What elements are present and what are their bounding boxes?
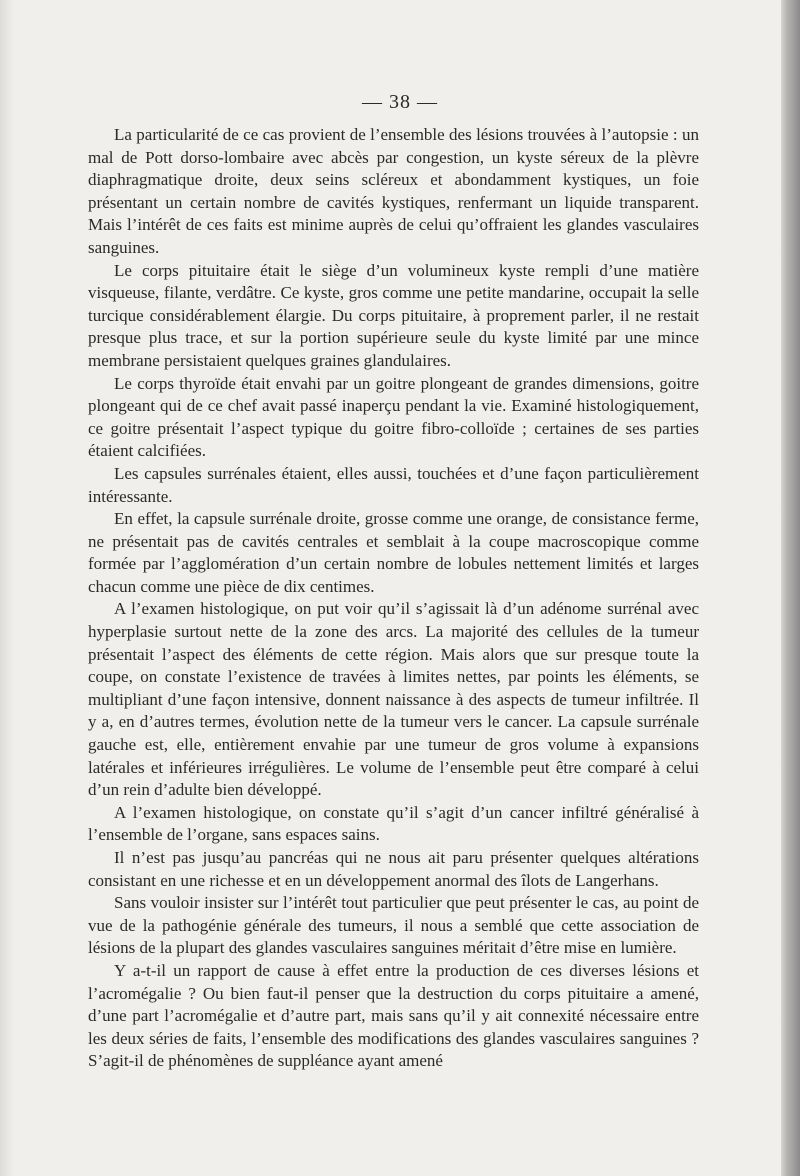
paragraph-histology-cancer: A l’examen histologique, on constate qu’il s’agit d’un cancer infiltré généralisé à l’ensemble de l’organe, sans espaces sains. (88, 802, 699, 845)
paragraph-adrenal-intro: Les capsules surrénales étaient, elles aussi, touchées et d’une façon particulièrement intéressante. (88, 463, 699, 506)
paragraph-right-adrenal: En effet, la capsule surrénale droite, grosse comme une orange, de consistance ferme, ne présentait pas de cavités centrales et semblait à la coupe macroscopique comme formée par l’agglomération d’un certain nombre de lobules nettement limités et larges chacun comme une pièce de dix centimes. (88, 509, 699, 596)
body-text (88, 124, 699, 1073)
paragraph-pituitary: Le corps pituitaire était le siège d’un volumineux kyste rempli d’une matière visqueuse, filante, verdâtre. Ce kyste, gros comme une petite mandarine, occupait la selle turcique considérablement élargie. Du corps pituitaire, à proprement parler, il ne restait presque plus trace, et sur la portion supérieure seule du kyste limité par une mince membrane persistaient quelques graines glandulaires. (88, 260, 699, 370)
paragraph-pathogenesis: Sans vouloir insister sur l’intérêt tout particulier que peut présenter le cas, au point de vue de la pathogénie générale des tumeurs, il nous a semblé que cette association de lésions de la plupart des glandes vasculaires sanguines méritait d’être mise en lumière. (88, 893, 699, 958)
paragraph-pancreas: Il n’est pas jusqu’au pancréas qui ne nous ait paru présenter quelques altérations consistant en une richesse et en un développement anormal des îlots de Langerhans. (88, 848, 699, 890)
paragraph-histology-adenoma: A l’examen histologique, on put voir qu’il s’agissait là d’un adénome surrénal avec hyperplasie surtout nette de la zone des arcs. La majorité des cellules de la tumeur présentait l’aspect des éléments de cette région. Mais alors que sur presque toute la coupe, on constate l’existence de travées à limites nettes, par points les éléments, se multipliant d’une façon intensive, donnent naissance à des aspects de tumeur infiltrée. Il y a, en d’autres termes, évolution nette de la tumeur vers le cancer. La capsule surrénale gauche est, elle, entièrement envahie par une tumeur de gros volume à expansions latérales et inférieures irrégulières. Le volume de l’ensemble peut être comparé à celui d’un rein d’adulte bien développé. (88, 599, 699, 800)
page-left-margin-shadow (0, 0, 14, 1176)
page-number: — 38 — (362, 91, 438, 113)
paragraph-autopsy-findings: La particularité de ce cas provient de l’ensemble des lésions trouvées à l’autopsie : un mal de Pott dorso-lombaire avec abcès par congestion, un kyste séreux de la plèvre diaphragmatique droite, deux seins scléreux et abondamment kystiques, un foie présentant un certain nombre de cavités kystiques, renfermant un liquide transparent. Mais l’intérêt de ces faits est minime auprès de celui qu’offraient les glandes vasculaires sanguines. (88, 125, 699, 257)
paragraph-thyroid: Le corps thyroïde était envahi par un goitre plongeant de grandes dimensions, goitre plongeant qui de ce chef avait passé inaperçu pendant la vie. Examiné histologiquement, ce goitre présentait l’aspect typique du goitre fibro-colloïde ; certaines de ses parties étaient calcifiées. (88, 373, 699, 461)
page-right-edge-shadow (781, 0, 800, 1176)
paragraph-acromegaly-question: Y a-t-il un rapport de cause à effet entre la production de ces diverses lésions et l’acromégalie ? Ou bien faut-il penser que la destruction du corps pituitaire a amené, d’une part l’acromégalie et d’autre part, mais sans qu’il y ait connexité nécessaire entre les deux séries de faits, l’ensemble des modifications des glandes vasculaires sanguines ? S’agit-il de phénomènes de suppléance ayant amené (88, 960, 699, 1071)
